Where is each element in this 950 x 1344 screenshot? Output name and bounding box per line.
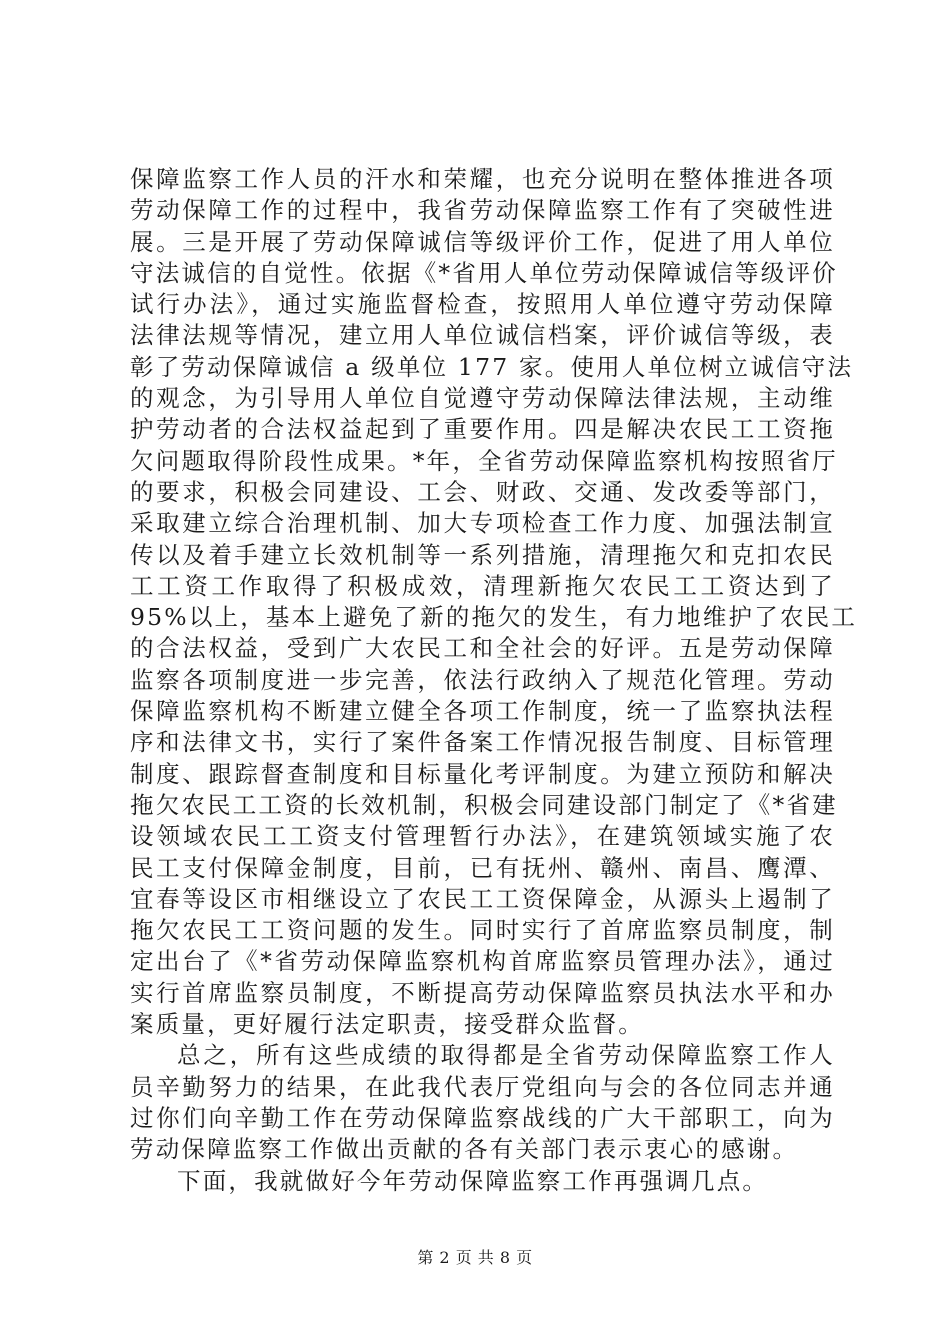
- text-line: 的合法权益，受到广大农民工和全社会的好评。五是劳动保障: [130, 634, 835, 663]
- text-line: 拖欠农民工工资的长效机制，积极会同建设部门制定了《*省建: [130, 790, 838, 819]
- text-line: 劳动保障工作的过程中，我省劳动保障监察工作有了突破性进: [130, 196, 835, 225]
- text-line: 采取建立综合治理机制、加大专项检查工作力度、加强法制宣: [130, 509, 835, 538]
- text-line: 劳动保障监察工作做出贡献的各有关部门表示衷心的感谢。: [130, 1135, 799, 1164]
- text-line: 民工支付保障金制度，目前，已有抚州、赣州、南昌、鹰潭、: [130, 853, 835, 882]
- text-line: 监察各项制度进一步完善，依法行政纳入了规范化管理。劳动: [130, 665, 835, 694]
- text-line: 实行首席监察员制度，不断提高劳动保障监察员执法水平和办: [130, 978, 835, 1007]
- text-line: 序和法律文书，实行了案件备案工作情况报告制度、目标管理: [130, 728, 835, 757]
- text-line: 护劳动者的合法权益起到了重要作用。四是解决农民工工资拖: [130, 415, 835, 444]
- paragraph-first-line: 下面，我就做好今年劳动保障监察工作再强调几点。: [177, 1166, 769, 1195]
- text-line: 保障监察机构不断建立健全各项工作制度，统一了监察执法程: [130, 697, 835, 726]
- text-line: 欠问题取得阶段性成果。*年，全省劳动保障监察机构按照省厅: [130, 446, 838, 475]
- text-line: 的要求，积极会同建设、工会、财政、交通、发改委等部门，: [130, 477, 835, 506]
- text-line: 宜春等设区市相继设立了农民工工资保障金，从源头上遏制了: [130, 884, 835, 913]
- text-line: 员辛勤努力的结果，在此我代表厅党组向与会的各位同志并通: [130, 1072, 835, 1101]
- text-line: 传以及着手建立长效机制等一系列措施，清理拖欠和克扣农民: [130, 540, 835, 569]
- text-line: 制度、跟踪督查制度和目标量化考评制度。为建立预防和解决: [130, 759, 835, 788]
- text-line: 法律法规等情况，建立用人单位诚信档案，评价诚信等级，表: [130, 321, 835, 350]
- text-line: 保障监察工作人员的汗水和荣耀，也充分说明在整体推进各项: [130, 165, 835, 193]
- text-line: 定出台了《*省劳动保障监察机构首席监察员管理办法》，通过: [130, 947, 835, 976]
- text-line: 展。三是开展了劳动保障诚信等级评价工作，促进了用人单位: [130, 227, 835, 256]
- text-line: 的观念，为引导用人单位自觉遵守劳动保障法律法规，主动维: [130, 384, 835, 413]
- body-text: [130, 164, 858, 1197]
- text-line: 试行办法》，通过实施监督检查，按照用人单位遵守劳动保障: [130, 290, 835, 319]
- text-line: 守法诚信的自觉性。依据《*省用人单位劳动保障诚信等级评价: [130, 258, 838, 287]
- text-line: 案质量，更好履行法定职责，接受群众监督。: [130, 1010, 644, 1039]
- page-footer: 第 2 页 共 8 页: [417, 1248, 533, 1267]
- text-line: 拖欠农民工工资问题的发生。同时实行了首席监察员制度，制: [130, 916, 835, 945]
- text-line: 彰了劳动保障诚信 a 级单位 177 家。使用人单位树立诚信守法: [130, 352, 854, 381]
- text-line: 工工资工作取得了积极成效，清理新拖欠农民工工资达到了: [130, 571, 835, 600]
- text-line: 设领域农民工工资支付管理暂行办法》，在建筑领域实施了农: [130, 822, 835, 851]
- text-line: 过你们向辛勤工作在劳动保障监察战线的广大干部职工，向为: [130, 1103, 835, 1132]
- paragraph-first-line: 总之，所有这些成绩的取得都是全省劳动保障监察工作人: [177, 1041, 835, 1070]
- text-line: 95%以上，基本上避免了新的拖欠的发生，有力地维护了农民工: [130, 603, 858, 632]
